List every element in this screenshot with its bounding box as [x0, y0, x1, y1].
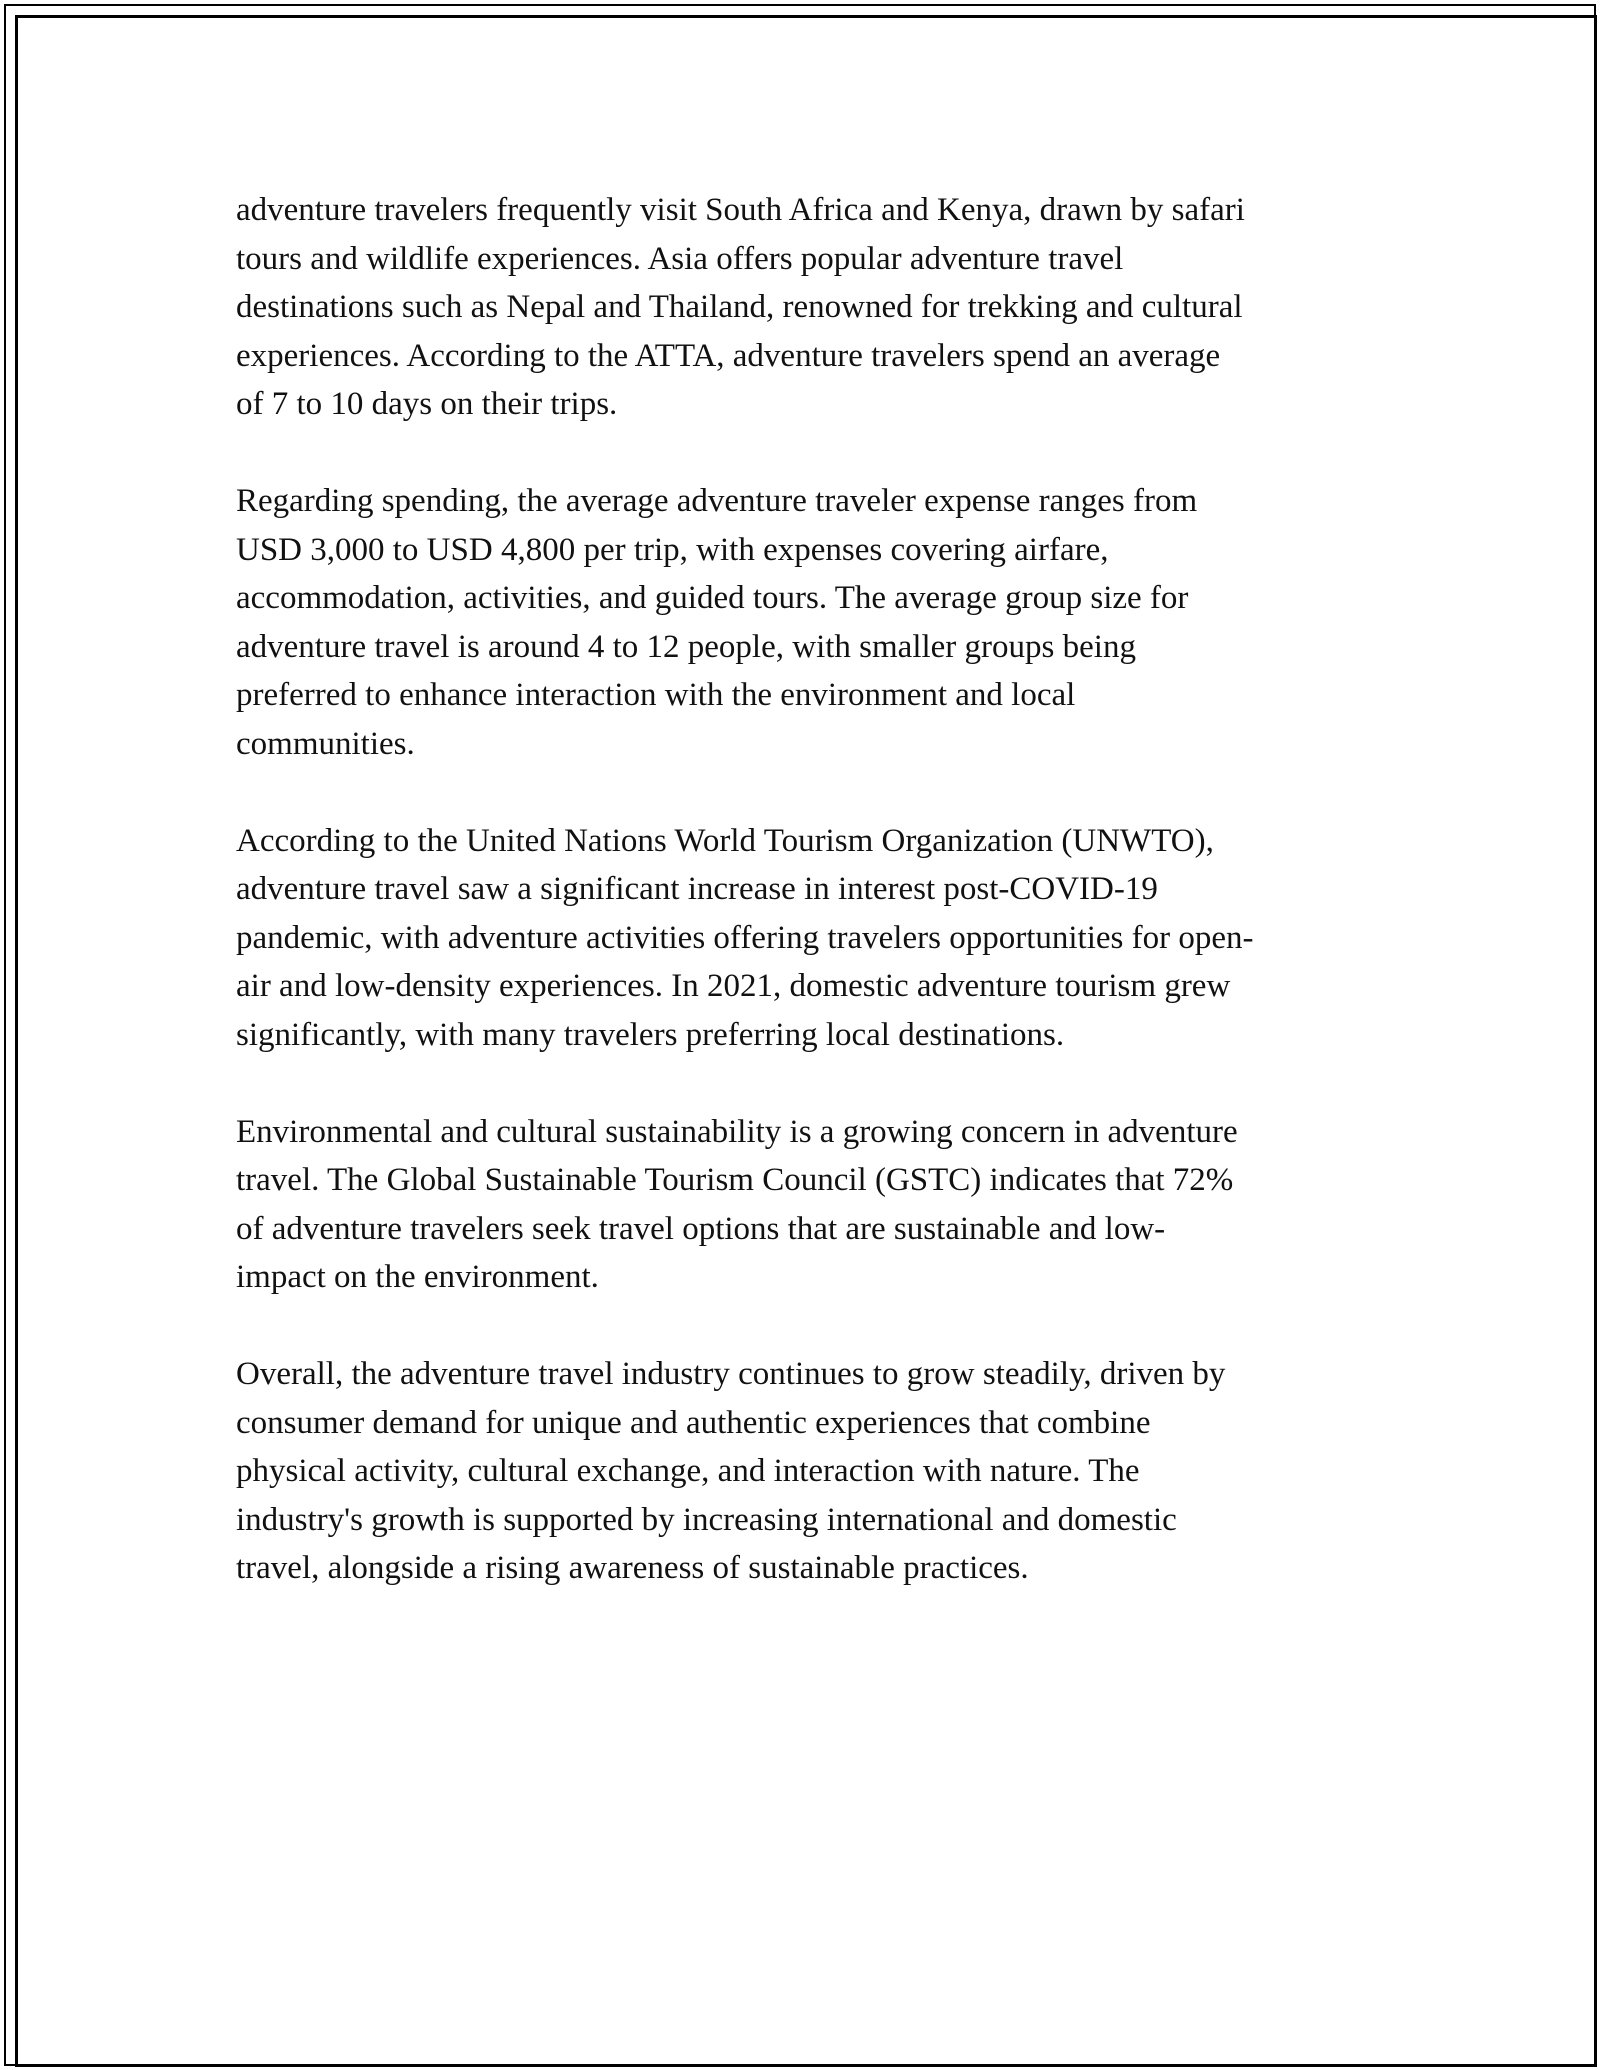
text-line: Environmental and cultural sustainability is a growing concern in adventure — [236, 1113, 1238, 1150]
text-line: USD 3,000 to USD 4,800 per trip, with expenses covering airfare, — [236, 531, 1109, 568]
paragraph-2 — [236, 477, 1386, 768]
text-line: preferred to enhance interaction with the environment and local — [236, 677, 1076, 713]
text-line: adventure travelers frequently visit South Africa and Kenya, drawn by safari — [236, 192, 1245, 228]
paragraph-4 — [236, 1108, 1386, 1302]
text-line: communities. — [236, 725, 415, 762]
text-line: tours and wildlife experiences. Asia offers popular adventure travel — [236, 240, 1124, 277]
text-line: industry's growth is supported by increasing international and domestic — [236, 1501, 1177, 1538]
text-line: of 7 to 10 days on their trips. — [236, 386, 618, 422]
document-body — [236, 186, 1386, 1641]
text-line: adventure travel saw a significant increase in interest post-COVID-19 — [236, 871, 1158, 907]
text-line: significantly, with many travelers preferring local destinations. — [236, 1016, 1065, 1053]
paragraph-5 — [236, 1350, 1386, 1593]
text-line: of adventure travelers seek travel options that are sustainable and low- — [236, 1210, 1166, 1247]
text-line: impact on the environment. — [236, 1259, 599, 1295]
text-line: accommodation, activities, and guided tours. The average group size for — [236, 580, 1189, 616]
paragraph-1 — [236, 186, 1386, 429]
text-line: physical activity, cultural exchange, and interaction with nature. The — [236, 1453, 1140, 1489]
text-line: Regarding spending, the average adventure traveler expense ranges from — [236, 483, 1198, 519]
paragraph-3 — [236, 817, 1386, 1060]
text-line: pandemic, with adventure activities offering travelers opportunities for open- — [236, 919, 1254, 956]
text-line: Overall, the adventure travel industry continues to grow steadily, driven by — [236, 1356, 1226, 1392]
text-line: consumer demand for unique and authentic experiences that combine — [236, 1404, 1151, 1441]
text-line: experiences. According to the ATTA, adventure travelers spend an average — [236, 337, 1221, 374]
text-line: travel. The Global Sustainable Tourism Council (GSTC) indicates that 72% — [236, 1162, 1234, 1198]
text-line: travel, alongside a rising awareness of sustainable practices. — [236, 1550, 1029, 1586]
text-line: destinations such as Nepal and Thailand, renowned for trekking and cultural — [236, 289, 1243, 325]
text-line: According to the United Nations World Tourism Organization (UNWTO), — [236, 822, 1214, 859]
text-line: air and low-density experiences. In 2021, domestic adventure tourism grew — [236, 968, 1231, 1004]
text-line: adventure travel is around 4 to 12 people, with smaller groups being — [236, 628, 1136, 665]
